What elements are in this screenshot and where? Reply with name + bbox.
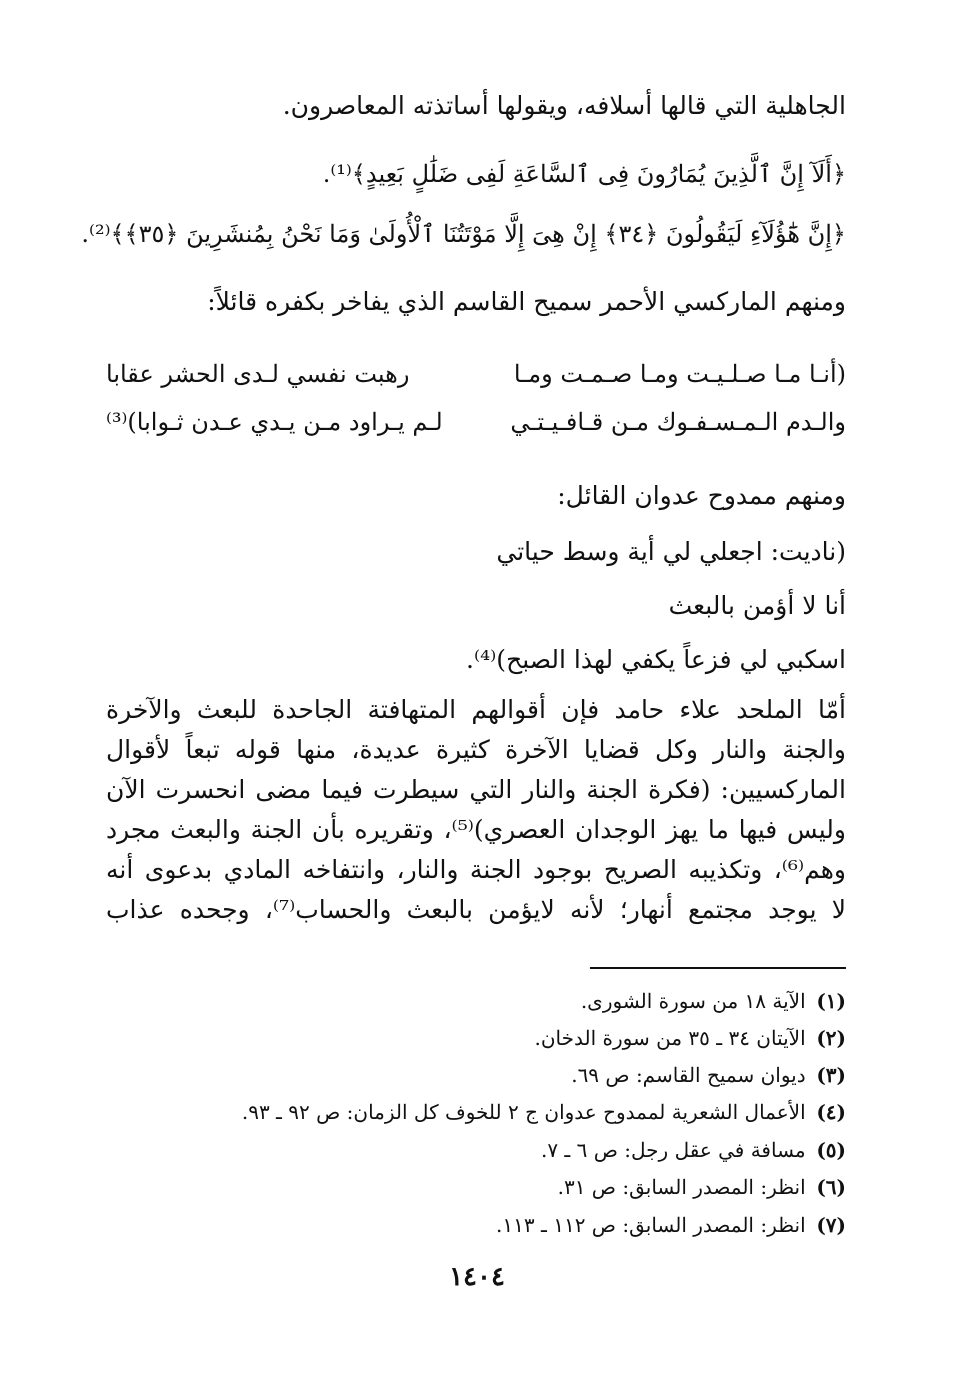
footnote-1 xyxy=(106,984,846,1018)
body-line-7: ومنهم ممدوح عدوان القائل: xyxy=(557,481,846,510)
footnote-3 xyxy=(106,1058,846,1092)
body-line-1: الجاهلية التي قالها أسلافه، ويقولها أساتذته المعاصرون. xyxy=(282,91,846,120)
body-line-16: لا يوجد مجتمع أنهار؛ لأنه لايؤمن بالبعث والحساب⁽⁷⁾، وجحده عذاب xyxy=(106,895,846,924)
footnote-text: مسافة في عقل رجل: ص ٦ ـ ٧. xyxy=(540,1138,806,1162)
footnote-text: الآيتان ٣٤ ـ ٣٥ من سورة الدخان. xyxy=(534,1026,806,1050)
poem-verse-1-first-hemistich: (أنـا مـا صـلـيـت ومـا صـمـت ومـا xyxy=(513,360,846,388)
footnote-5 xyxy=(106,1133,846,1167)
footnote-7 xyxy=(106,1208,846,1242)
quran-verse-1: ﴿أَلَآ إِنَّ ٱلَّذِينَ يُمَارُونَ فِى ٱلسَّاعَةِ لَفِى ضَلَٰلٍ بَعِيدٍ﴾⁽¹⁾. xyxy=(322,160,846,188)
footnote-number: (٦) xyxy=(816,1175,846,1199)
body-line-13: الماركسيين: (فكرة الجنة والنار التي سيطرت فيما مضى انحسرت الآن xyxy=(106,775,846,804)
page-number: ١٤٠٤ xyxy=(449,1262,505,1292)
footnote-text: انظر: المصدر السابق: ص ٣١. xyxy=(557,1175,806,1199)
poem-verse-1-second-hemistich: رهبت نفسي لـدى الحشر عقابا xyxy=(106,360,410,388)
body-line-11: أمّا الملحد علاء حامد فإن أقوالهم المتهافتة الجاحدة للبعث والآخرة xyxy=(106,695,846,724)
footnote-text: الآية ١٨ من سورة الشورى. xyxy=(580,989,806,1013)
body-line-4: ومنهم الماركسي الأحمر سميح القاسم الذي يفاخر بكفره قائلاً: xyxy=(207,287,846,316)
poem-verse-2 xyxy=(106,400,846,444)
quran-verse-2: ﴿إِنَّ هَٰٓؤُلَآءِ لَيَقُولُونَ ﴿٣٤﴾ إِنْ هِىَ إِلَّا مَوْتَتُنَا ٱلْأُولَىٰ وَمَا نَحْنُ بِمُنشَرِينَ ﴿٣٥﴾﴾⁽²⁾. xyxy=(81,220,846,248)
poem-verse-2-second-hemistich: لـم يـراود مـن يـدي عـدن ثـوابا)⁽³⁾ xyxy=(106,408,443,436)
body-line-9: أنا لا أؤمن بالبعث xyxy=(668,591,846,620)
footnote-text: انظر: المصدر السابق: ص ١١٢ ـ ١١٣. xyxy=(496,1213,806,1237)
body-line-12: والجنة والنار وكل قضايا الآخرة كثيرة عديدة، منها قوله تبعاً لأقوال xyxy=(106,735,846,764)
body-line-14: وليس فيها ما يهز الوجدان العصري)⁽⁵⁾، وتقريره بأن الجنة والبعث مجرد xyxy=(106,815,846,844)
poem-verse-1 xyxy=(106,352,846,396)
footnote-number: (٤) xyxy=(816,1100,846,1124)
footnote-number: (٢) xyxy=(816,1026,846,1050)
body-line-15: وهم⁽⁶⁾، وتكذيبه الصريح بوجود الجنة والنار، وانتفاخه المادي بدعوى أنه xyxy=(106,855,846,884)
footnote-number: (٣) xyxy=(816,1063,846,1087)
footnote-2 xyxy=(106,1021,846,1055)
footnote-text: الأعمال الشعرية لممدوح عدوان ج ٢ للخوف كل الزمان: ص ٩٢ ـ ٩٣. xyxy=(241,1100,806,1124)
footnote-number: (٥) xyxy=(816,1138,846,1162)
footnote-4 xyxy=(106,1095,846,1129)
footnote-number: (١) xyxy=(816,989,846,1013)
body-line-10: اسكبي لي فزعاً يكفي لهذا الصبح)⁽⁴⁾. xyxy=(466,645,846,674)
footnote-6 xyxy=(106,1170,846,1204)
body-line-8: (ناديت: اجعلي لي أية وسط حياتي xyxy=(496,537,846,566)
footnote-number: (٧) xyxy=(816,1213,846,1237)
footnote-text: ديوان سميح القاسم: ص ٦٩. xyxy=(571,1063,806,1087)
poem-verse-2-first-hemistich: والـدم الـمـسـفـوك مـن قـافـيـتـي xyxy=(510,408,846,436)
footnote-separator xyxy=(590,967,846,969)
